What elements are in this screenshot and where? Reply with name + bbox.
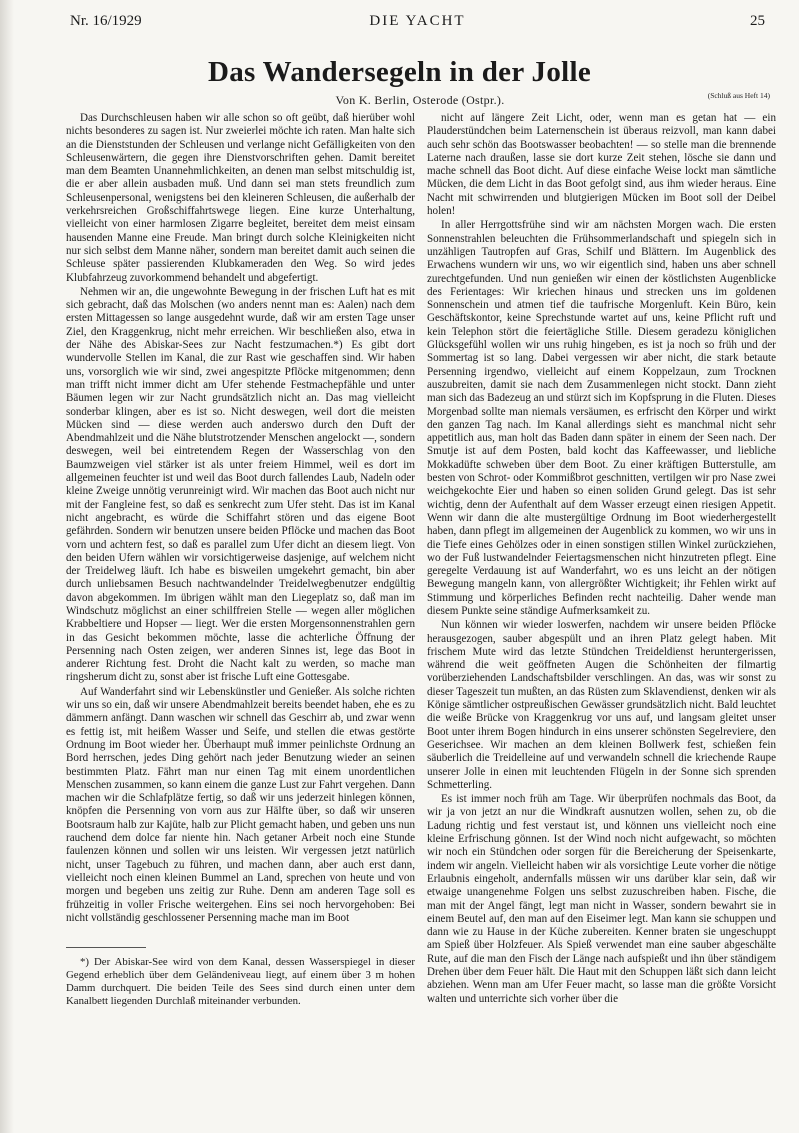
left-column [66, 112, 415, 962]
issue-number: Nr. 16/1929 [70, 13, 142, 29]
paragraph: Auf Wanderfahrt sind wir Lebenskünstler und Genießer. Als solche richten wir uns so ein, daß wir unsere Abendmahlzeit bereits beendet haben, ehe es zu dämmern anfängt. Dann waschen wir schnell das Geschirr ab, und zwar wenn es fettig ist, mit heißem Wasser und Seife, und stellen die etwas gestörte Ordnung im Boot wieder her. Überhaupt muß immer peinlichste Ordnung an Bord herrschen, jedes Ding gehört nach jeder Benutzung wieder an seinen bestimmten Platz. Fährt man nur einen Tag mit einem unordentlichen Menschen zusammen, so kann einem die ganze Lust zur Fahrt vergehen. Dann machen wir die Schlafplätze fertig, so daß wir uns jederzeit hinlegen können, knöpfen die Persenning von vorn aus zur Hälfte über, so daß wir unseren Bootsraum halb zur Kajüte, halb zur Plicht gemacht haben, und geben uns nun rauchend dem dolce far niente hin. Nach getaner Arbeit noch eine Stunde faulenzen können und sollen wir uns leisten. Wir vergessen jetzt natürlich nicht, unser Tagebuch zu führen, und machen dann, aber auch erst dann, vielleicht noch einen kleinen Bummel an Land, sprechen von heute und von morgen und begeben uns zeitig zur Ruhe. Denn am anderen Tage soll es frühzeitig in voller Frische weitergehen. Eins sei noch hervorgehoben: Bei nicht vollständig geschlossener Persenning mache man im Boot [66, 685, 415, 924]
paragraph: Es ist immer noch früh am Tage. Wir überprüfen nochmals das Boot, da wir ja von jetzt an nur die Windkraft ausnutzen wollen, sehen zu, ob die Ladung richtig und fest verstaut ist, und können uns vielleicht noch eine kleine Erfrischung gönnen. Ist der Wind noch nicht aufgewacht, so möchten wir noch ein Stündchen oder sorgen für die Bereicherung der Speisenkarte, indem wir angeln. Vielleicht haben wir als vorsichtige Leute vorher die nötige Erlaubnis eingeholt, andernfalls müssen wir uns darüber klar sein, daß wir etwaige unangenehme Folgen uns selbst zuzuschreiben haben. Fische, die man mit der Angel fängt, legt man nicht in Wasser, sondern bewahrt sie in einem Beutel auf, den man auf den Eiseimer legt. Man kann sie schuppen und dann wie zu Hause in der Küche zubereiten. Kenner braten sie ungeschuppt am Spieß über Holzfeuer. Als Spieß verwendet man eine sauber abgeschälte Rute, auf die man den Fisch der Länge nach aufspießt und ihn über ständigem Drehen über dem Feuer hält. Die Haut mit den Schuppen läßt sich dann leicht abziehen. Wenn man am Ufer Feuer macht, so lasse man die größte Vorsicht walten und unterrichte sich vorher über die [427, 793, 776, 1005]
continued-note: (Schluß aus Heft 14) [707, 91, 770, 100]
page-edge-shadow [0, 0, 14, 1133]
paragraph: Nehmen wir an, die ungewohnte Bewegung in der frischen Luft hat es mit sich gebracht, daß das Molschen (wo anders nennt man es: Aalen) nach dem ersten Mittagessen so lange ausgedehnt wurde, daß wir am ersten Tage unser Ziel, den Kraggenkrug, nicht mehr erreichen. Wir beschließen also, etwa in der Nähe des Abiskar-Sees zur Nacht festzumachen.*) Es gibt dort wundervolle Stellen im Kanal, die zur Rast wie geschaffen sind. Wir haben uns, vorsorglich wie wir sind, zwei angespitzte Pflöcke mitgenommen; denn man trifft nicht immer dicht am Ufer stehende Festmachepfähle und unter Bäumen legen wir zur Nacht grundsätzlich nicht an. Das mag vielleicht sonderbar klingen, aber es ist so. Nicht deswegen, weil dort die meisten Mücken sind — diese werden auch anderswo durch den Duft der Abendmahlzeit und die Nähe blutstrotzender Menschen angelockt —, sondern deswegen, weil bei eintretendem Regen der Wasserschlag von den Baumzweigen viel stärker ist als unter freiem Himmel, weil es dort im allgemeinen feuchter ist und weil das Boot durch fallendes Laub, Nadeln oder kleine Zweige unnötig verunreinigt wird. Wir machen das Boot auch nicht nur mit der Fangleine fest, so daß es senkrecht zum Ufer steht. Das ist im Kanal nicht angebracht, es würde die Schiffahrt stören und das eigene Boot gefährden. Sondern wir benutzen unsere beiden Pflöcke und machen das Boot vorn und achtern fest, so daß es parallel zum Ufer dicht an diesem liegt. Von den beiden Ufern wählen wir vorsichtigerweise dasjenige, auf welchem nicht der Treidelweg läuft. Ich habe es bisweilen umgekehrt gemacht, bin aber durch unliebsamen Besuch nachtwandelnder Treidelwegbenutzer endgültig davon abgekommen. Im übrigen wählt man den Liegeplatz so, daß man im Windschutz möglichst an einer schilffreien Stelle — wegen aller möglichen Krabbeltiere und Hopser — liegt. Wer die ersten Morgensonnenstrahlen gern in das Gesicht bekommen möchte, lasse die achterliche Öffnung der Persenning nach Osten zeigen, wer anderen Sinnes ist, lege das Boot in anderer Richtung fest. Droht die Nacht kalt zu werden, so mache man ringsherum dicht zu, sonst aber ist frische Luft eine Gottesgabe. [66, 285, 415, 684]
running-head [70, 13, 765, 33]
paragraph: Nun können wir wieder loswerfen, nachdem wir unsere beiden Pflöcke herausgezogen, sauber abgespült und an ihren Platz gelegt haben. Mit frischem Mute wird das letzte Stündchen Treideldienst heruntergerissen, während die weit geöffneten Augen die Schönheiten der filmartig vorüberziehenden Landschaftsbilder verschlingen. An das, was wir sonst zu dieser Tageszeit tun mußten, an das Rüsten zum Sklavendienst, denken wir als Könige sämtlicher ostpreußischen Gewässer grundsätzlich nicht. Bald leuchtet die weiße Brücke von Kraggenkrug vor uns auf, und langsam gleitet unser Boot unter ihrem Bogen hindurch in eins unserer schönsten Segelreviere, den Geserichsee. Wir machen an dem kleinen Bollwerk fest, schießen fein säuberlich die Treidelleine auf und verwandeln schnell die kriechende Raupe unserer Jolle in einen mit leuchtenden Flügeln in der Sonne sich sprenden Schmetterling. [427, 619, 776, 791]
article-title: Das Wandersegeln in der Jolle [207, 56, 592, 88]
footnote-rule [66, 947, 146, 948]
paragraph: Das Durchschleusen haben wir alle schon so oft geübt, daß hierüber wohl nichts besonderes zu sagen ist. Nur zweierlei möchte ich raten. Man halte sich an die Dienststunden der Schleusen und verlange nicht Gefälligkeiten von den Schleusenwärtern, die gegen ihre Dienstvorschriften gehen. Damit bereitet man dem Beamten Unannehmlichkeiten, an denen man selbst mitschuldig ist, die er aber allein ausbaden muß. Und dann sei man stets freundlich zum Schleusenpersonal, wenigstens bei den kleineren Schleusen, die außerhalb der verkehrsreichen Großschiffahrtswege liegen. Eine kurze Unterhaltung, vielleicht von einer harmlosen Zigarre begleitet, bereitet dem meist einsam hausenden Manne eine Freude. Man bringt durch solche Kleinigkeiten nicht nur sich selbst dem Manne näher, sondern man bereitet damit auch seinen die Schleuse später passierenden Klubkameraden den Weg. So wird jedes Klubfahrzeug zuvorkommend behandelt und abgefertigt. [66, 112, 415, 284]
footnote: *) Der Abiskar-See wird von dem Kanal, dessen Wasserspiegel in dieser Gegend erheblich über dem Geländeniveau liegt, auf einem über 3 m hohen Damm durchquert. Die beiden Teile des Sees sind durch einen unter dem Kanalbett liegenden Durchlaß miteinander verbunden. [66, 956, 415, 1007]
journal-name: DIE YACHT [369, 13, 466, 29]
paragraph: In aller Herrgottsfrühe sind wir am nächsten Morgen wach. Die ersten Sonnenstrahlen beleuchten die Frühsommerlandschaft und spiegeln sich in unzähligen Tautropfen auf Gras, Schilf und Blättern. Im Augenblick des Erwachens wundern wir uns, wo wir eigentlich sind, haben uns aber schnell zurechtgefunden. Und nun genießen wir einen der köstlichsten Augenblicke des Ferientages: Wir kriechen hinaus und strecken uns im goldenen Sonnenschein und atmen tief die taufrische Morgenluft. Kein Büro, kein Geschäftskontor, keine Sprechstunde wartet auf uns, keine Pflicht ruft und kein Telephon stört die feiertägliche Stille. Diesem geradezu königlichen Glücksgefühl wollen wir uns ruhig hingeben, es ist ja noch so früh und der Sommertag ist so lang. Dabei vergessen wir aber nicht, die stark betaute Persenning irgendwo, vielleicht auf einem Koppelzaun, zum Trocknen auszubreiten, damit sie nach dem Zusammenlegen nicht stockt. Dann zieht man sich das Badezeug an und stürzt sich im Kopfsprung in die Fluten. Dieses Morgenbad sollte man niemals versäumen, es erfrischt den Körper und wirkt den ganzen Tag nach. Im Kanal allerdings sieht es manchmal nicht sehr appetitlich aus, man holt das Baden dann später in einem der Seen nach. Der Smutje ist auf dem Posten, bald kocht das Kaffeewasser, und liebliche Mokkadüfte schweben über dem Boot. Zu einer kräftigen Butterstulle, am besten von Schrot- oder Kommißbrot geschnitten, vertilgen wir pro Nase zwei weichgekochte Eier und haben so einen soliden Grund gelegt. Das ist sehr wichtig, denn der Aufenthalt auf dem Wasser erzeugt einen riesigen Appetit. Wenn wir dann die alte mustergültige Ordnung im Boot wiederhergestellt haben, dann pflegt im allgemeinen der Augenblick zu kommen, wo wir uns in die Tiefe eines Gehölzes oder in einen sonstigen stillen Winkel zurückziehen, wo der Fuß lustwandelnder Feiertagsmenschen nicht hinzutreten pflegt. Eine geregelte Verdauung ist auf Wanderfahrt, wo es uns leicht an der nötigen Bewegung mangeln kann, von allergrößter Wichtigkeit; ihr Fehlen wirkt auf Stimmung und körperliches Befinden recht nachteilig. Daher wende man diesem Punkte seine ständige Aufmerksamkeit zu. [427, 219, 776, 617]
right-column [427, 112, 776, 1120]
article-byline: Von K. Berlin, Osterode (Ostpr.). [335, 93, 505, 107]
page-number: 25 [750, 13, 765, 29]
paragraph: nicht auf längere Zeit Licht, oder, wenn man es getan hat — ein Plauderstündchen beim Laternenschein ist überaus reizvoll, man kann dabei auch sehr schön das Bootswasser beobachten! — so stelle man die brennende Laterne nach draußen, lasse sie dort kurze Zeit stehen, lösche sie dann und mache schnell das Boot dicht. Auf diese einfache Weise lockt man sämtliche Mücken, die dem Licht in das Boot gefolgt sind, aus ihm wieder heraus. Eine Nacht mit schwirrenden und blutgierigen Mücken im Boot soll der Deibel holen! [427, 112, 776, 218]
